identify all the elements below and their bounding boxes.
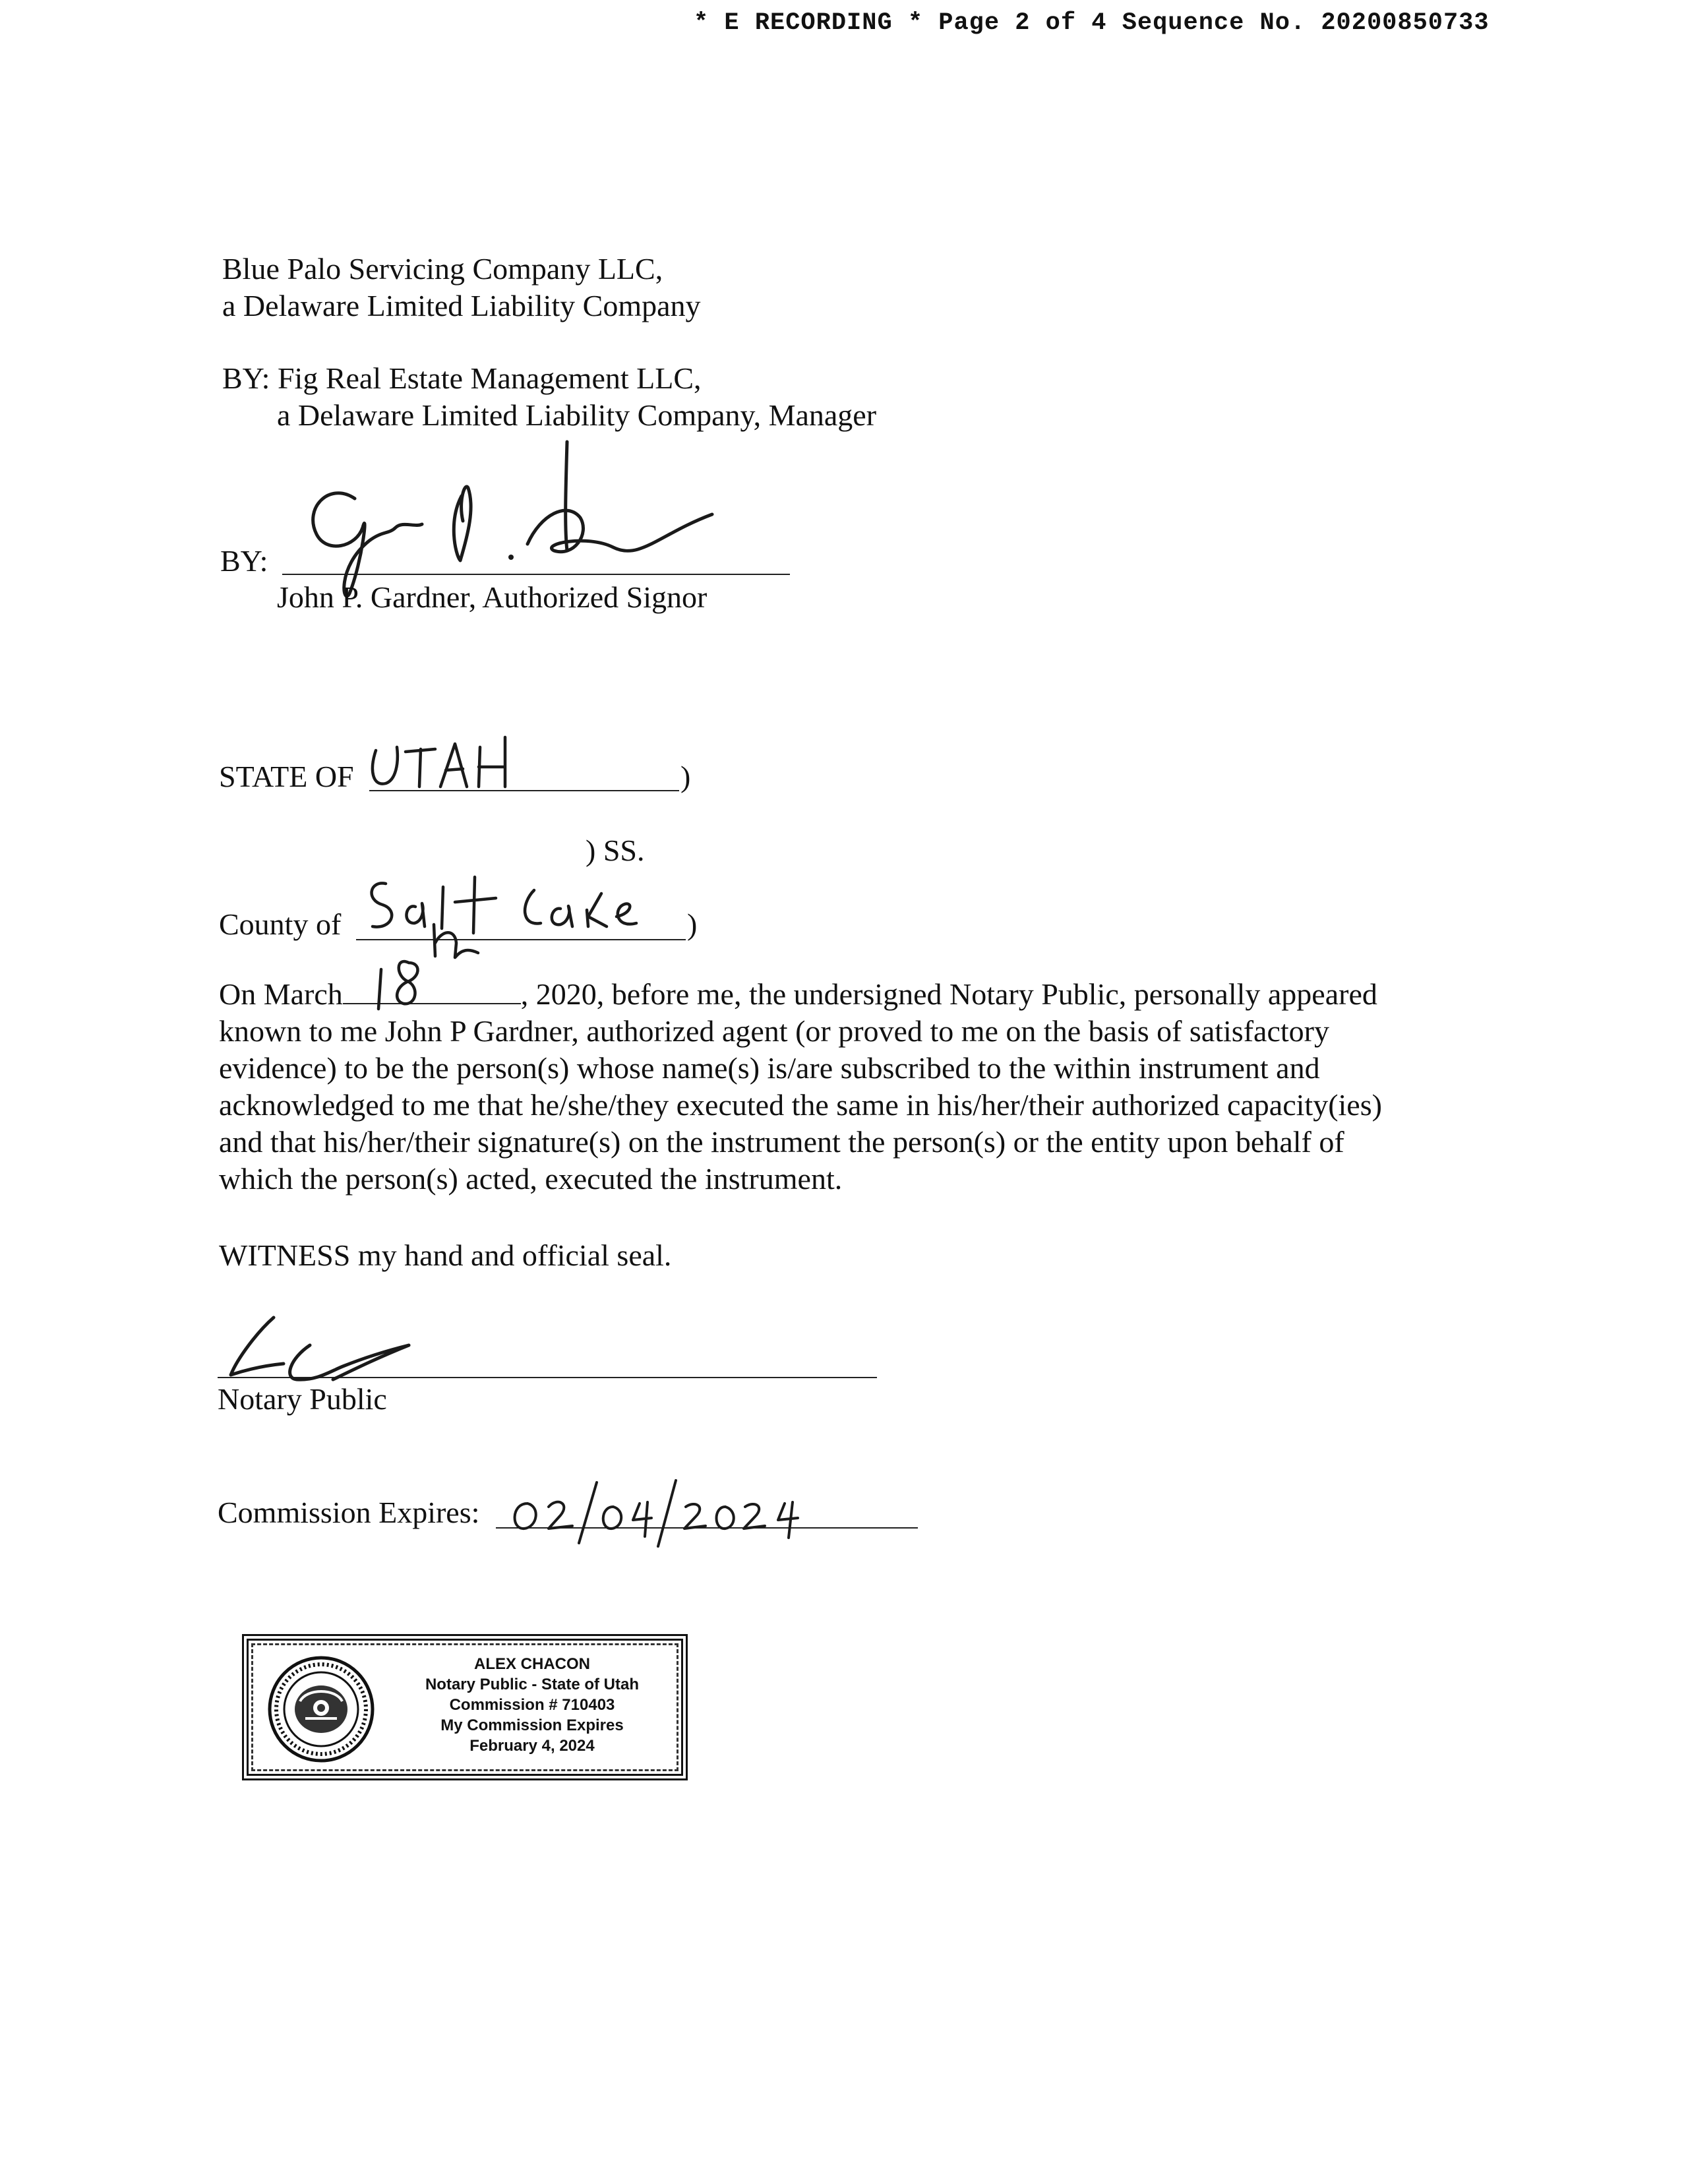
recording-header: * E RECORDING * Page 2 of 4 Sequence No. 20200850733 (694, 9, 1490, 37)
acknowledgment-line-2: known to me John P Gardner, authorized agent (or proved to me on the basis of satisfactory (219, 1014, 1329, 1048)
on-label: On March (219, 977, 343, 1011)
stamp-name: ALEX CHACON (473, 1655, 590, 1673)
acknowledgment-line-6: which the person(s) acted, executed the instrument. (219, 1162, 843, 1196)
state-paren: ) (680, 760, 691, 793)
manager-type-line: a Delaware Limited Liability Company, Manager (277, 398, 877, 432)
stamp-title: Notary Public - State of Utah (425, 1676, 640, 1693)
stamp-expires-label: My Commission Expires (440, 1716, 624, 1734)
acknowledgment-line-5: and that his/her/their signature(s) on the instrument the person(s) or the entity upon behalf of (219, 1125, 1344, 1159)
stamp-expires-date: February 4, 2024 (469, 1737, 595, 1755)
manager-by-line: BY: Fig Real Estate Management LLC, (222, 361, 702, 395)
state-label: STATE OF (219, 760, 354, 793)
ss-label: ) SS. (586, 834, 645, 867)
county-label: County of (219, 907, 342, 941)
commission-label: Commission Expires: (218, 1496, 480, 1529)
day-handwritten (369, 917, 488, 1016)
commission-date-handwritten (508, 1477, 824, 1550)
acknowledgment-line-3: evidence) to be the person(s) whose name(s) is/are subscribed to the within instrument and (219, 1051, 1320, 1085)
company-name: Blue Palo Servicing Company LLC, (222, 252, 663, 286)
signer-caption: John P. Gardner, Authorized Signor (277, 580, 708, 614)
witness-text: WITNESS my hand and official seal. (219, 1238, 672, 1272)
state-handwritten (356, 731, 528, 793)
stamp-text (400, 1654, 664, 1756)
county-paren: ) (687, 907, 698, 941)
acknowledgment-line-1: , 2020, before me, the undersigned Notary Public, personally appeared (520, 977, 1377, 1011)
acknowledgment-line-4: acknowledged to me that he/she/they executed the same in his/her/their authorized capacity(ies) (219, 1088, 1382, 1122)
by-label: BY: (220, 544, 268, 578)
stamp-commission-no: Commission # 710403 (449, 1696, 615, 1714)
company-type: a Delaware Limited Liability Company (222, 289, 701, 322)
state-seal-icon (267, 1655, 375, 1763)
notary-stamp (242, 1634, 688, 1780)
notary-caption: Notary Public (218, 1382, 387, 1416)
